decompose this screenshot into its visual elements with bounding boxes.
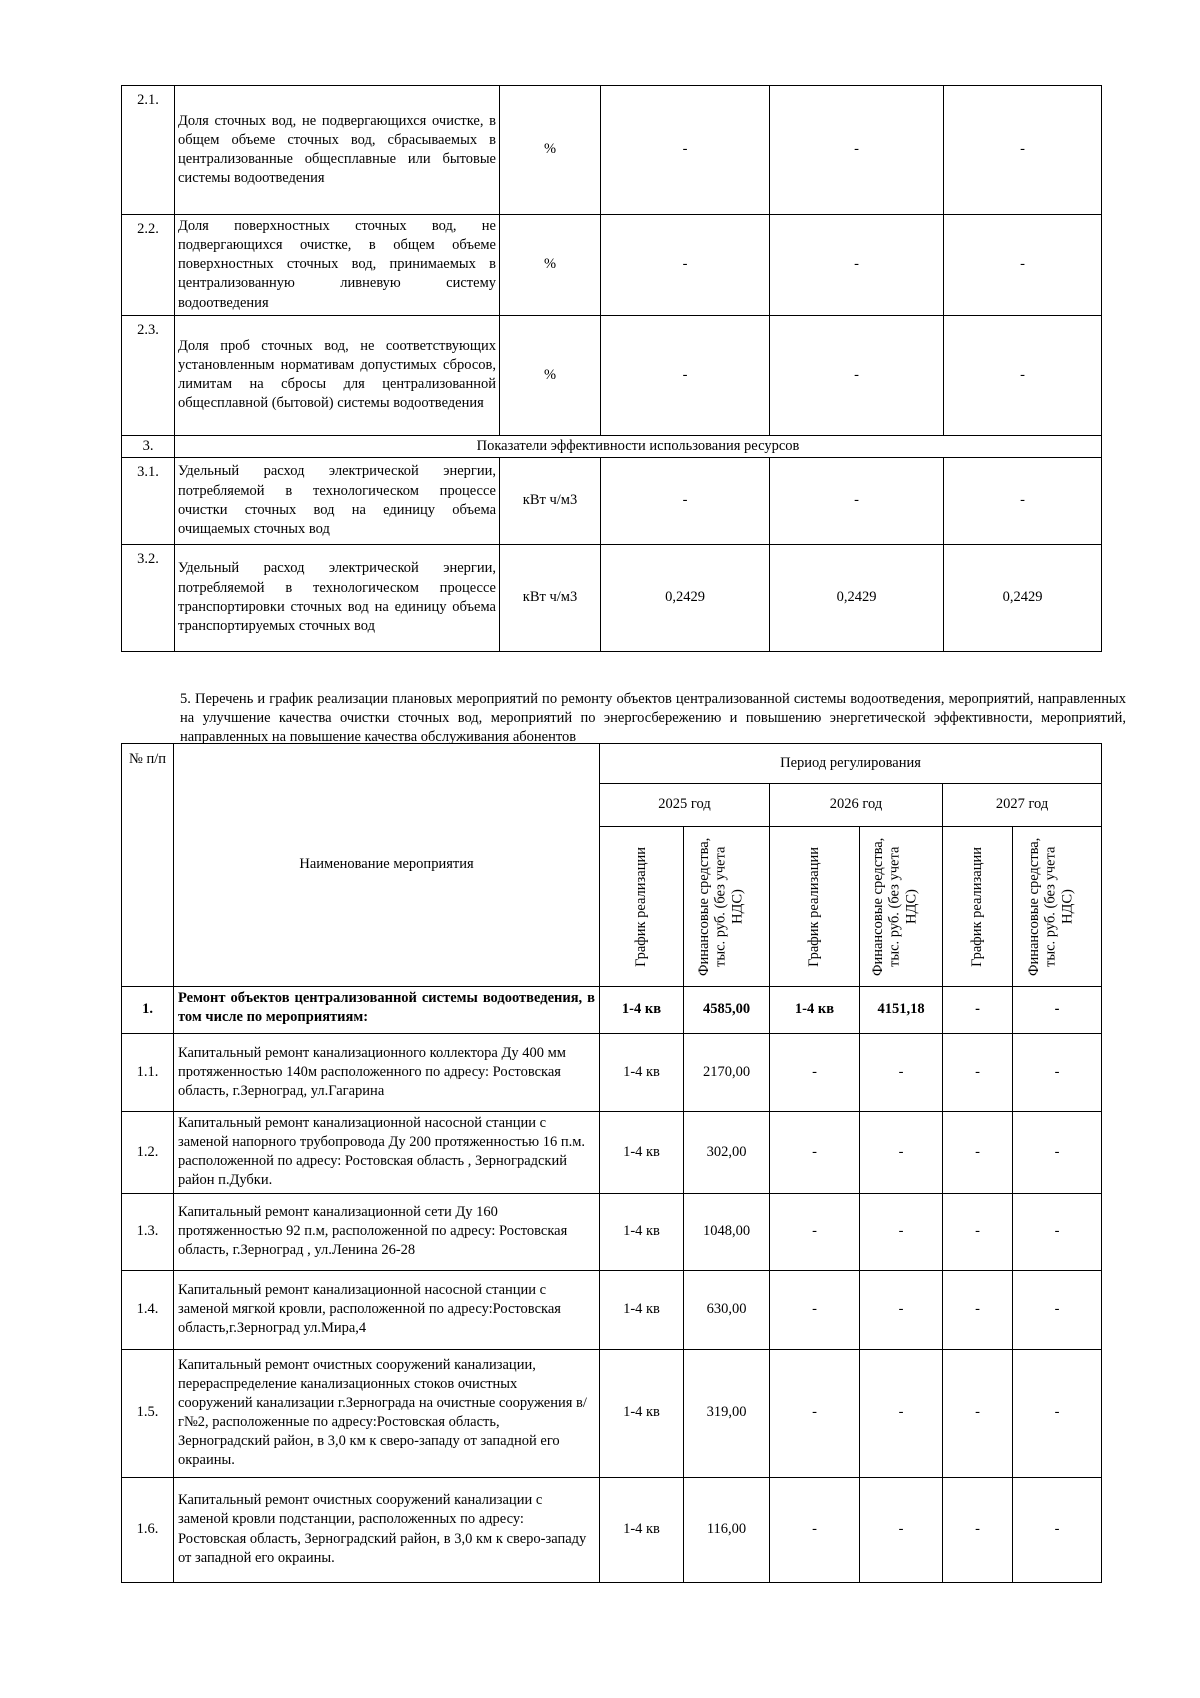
year-2027-header: 2027 год — [943, 784, 1102, 827]
num-header: № п/п — [122, 744, 174, 987]
table-row — [122, 457, 1102, 544]
row-number: 2.2. — [122, 215, 175, 316]
value-2026: 0,2429 — [770, 544, 944, 651]
finance-header: Финансовые средства, тыс. руб. (без учета НДС) — [870, 837, 920, 976]
finance-2025: 302,00 — [684, 1112, 770, 1194]
finance-header: Финансовые средства, тыс. руб. (без учета НДС) — [695, 837, 745, 976]
table-row — [122, 1477, 1102, 1582]
activity-name: Капитальный ремонт канализационной сети Ду 160 протяженностью 92 п.м, расположенной по адресу: Ростовская область, г.Зерноград , ул.Ленина 26-28 — [174, 1193, 600, 1270]
value-2027: - — [944, 315, 1102, 435]
indicator-name: Доля проб сточных вод, не соответствующих установленным нормативам допустимых сбросов, лимитам на сбросы для централизованной общесплавной (бытовой) системы водоотведения — [175, 315, 500, 435]
schedule-2026: - — [770, 1477, 860, 1582]
finance-2025: 116,00 — [684, 1477, 770, 1582]
value-2027: 0,2429 — [944, 544, 1102, 651]
table-row — [122, 1112, 1102, 1194]
table-row — [122, 1193, 1102, 1270]
schedule-2027: - — [943, 987, 1013, 1034]
table-row — [122, 1349, 1102, 1477]
section-number: 3. — [122, 435, 175, 457]
finance-2027: - — [1013, 1112, 1102, 1194]
schedule-2027: - — [943, 1477, 1013, 1582]
value-2027: - — [944, 457, 1102, 544]
value-2025: - — [601, 315, 770, 435]
finance-2025: 4585,00 — [684, 987, 770, 1034]
unit: % — [500, 215, 601, 316]
value-2027: - — [944, 86, 1102, 215]
table-row — [122, 1034, 1102, 1112]
indicator-name: Удельный расход электрической энергии, потребляемой в технологическом процессе очистки сточных вод на единицу объема очищаемых сточных вод — [175, 457, 500, 544]
schedule-2026: - — [770, 1193, 860, 1270]
finance-2026: - — [860, 1193, 943, 1270]
row-number: 3.1. — [122, 457, 175, 544]
finance-2026: - — [860, 1034, 943, 1112]
finance-2027: - — [1013, 1349, 1102, 1477]
value-2026: - — [770, 86, 944, 215]
table-row — [122, 315, 1102, 435]
finance-2025: 2170,00 — [684, 1034, 770, 1112]
finance-2025: 630,00 — [684, 1270, 770, 1349]
row-number: 1.2. — [122, 1112, 174, 1194]
finance-2027: - — [1013, 1034, 1102, 1112]
finance-2026: - — [860, 1349, 943, 1477]
indicator-name: Доля поверхностных сточных вод, не подвергающихся очистке, в общем объеме поверхностных сточных вод, принимаемых в централизованную ливневую систему водоотведения — [175, 215, 500, 316]
schedule-2025: 1-4 кв — [600, 1193, 684, 1270]
row-number: 1.5. — [122, 1349, 174, 1477]
period-header: Период регулирования — [600, 744, 1102, 784]
schedule-2025: 1-4 кв — [600, 1112, 684, 1194]
finance-2026: - — [860, 1112, 943, 1194]
schedule-2026: - — [770, 1034, 860, 1112]
schedule-header: График реализации — [633, 846, 650, 967]
unit: % — [500, 315, 601, 435]
row-number: 1.1. — [122, 1034, 174, 1112]
row-number: 1. — [122, 987, 174, 1034]
value-2025: 0,2429 — [601, 544, 770, 651]
finance-2026: - — [860, 1477, 943, 1582]
section-title: Показатели эффективности использования ресурсов — [175, 435, 1102, 457]
finance-2027: - — [1013, 1477, 1102, 1582]
table-row — [122, 1270, 1102, 1349]
value-2025: - — [601, 86, 770, 215]
name-header: Наименование мероприятия — [174, 744, 600, 987]
schedule-2025: 1-4 кв — [600, 1034, 684, 1112]
finance-2027: - — [1013, 1270, 1102, 1349]
row-number: 2.3. — [122, 315, 175, 435]
year-2025-header: 2025 год — [600, 784, 770, 827]
schedule-2027: - — [943, 1034, 1013, 1112]
schedule-2026: - — [770, 1349, 860, 1477]
activity-name: Капитальный ремонт канализационной насосной станции с заменой напорного трубопровода Ду 200 протяженностью 16 п.м. расположенной по адресу: Ростовская область , Зерноградский район п.Дубки. — [174, 1112, 600, 1194]
group-row — [122, 987, 1102, 1034]
activity-name: Капитальный ремонт канализационной насосной станции с заменой мягкой кровли, расположенной по адресу:Ростовская область,г.Зерноград ул.Мира,4 — [174, 1270, 600, 1349]
finance-2027: - — [1013, 1193, 1102, 1270]
row-number: 1.3. — [122, 1193, 174, 1270]
year-2026-header: 2026 год — [770, 784, 943, 827]
indicator-name: Удельный расход электрической энергии, потребляемой в технологическом процессе транспортировки сточных вод на единицу объема транспортируемых сточных вод — [175, 544, 500, 651]
header-row — [122, 744, 1102, 784]
schedule-2026: - — [770, 1270, 860, 1349]
activity-name: Капитальный ремонт очистных сооружений канализации, перераспределение канализационных стоков очистных сооружений канализации г.Зернограда на очистные сооружения в/г№2, расположенные по адресу:Ростовская область, Зерноградский район, в 3,0 км к сверо-западу от западной его окраины. — [174, 1349, 600, 1477]
value-2026: - — [770, 457, 944, 544]
row-number: 3.2. — [122, 544, 175, 651]
row-number: 2.1. — [122, 86, 175, 215]
table-row — [122, 86, 1102, 215]
activities-table — [121, 743, 1102, 1583]
value-2027: - — [944, 215, 1102, 316]
section-row — [122, 435, 1102, 457]
schedule-2025: 1-4 кв — [600, 987, 684, 1034]
row-number: 1.4. — [122, 1270, 174, 1349]
schedule-2026: - — [770, 1112, 860, 1194]
finance-header: Финансовые средства, тыс. руб. (без учета НДС) — [1026, 837, 1076, 976]
finance-2026: 4151,18 — [860, 987, 943, 1034]
schedule-2026: 1-4 кв — [770, 987, 860, 1034]
value-2025: - — [601, 215, 770, 316]
finance-2025: 319,00 — [684, 1349, 770, 1477]
schedule-2025: 1-4 кв — [600, 1477, 684, 1582]
unit: кВт ч/м3 — [500, 544, 601, 651]
schedule-header: График реализации — [806, 846, 823, 967]
schedule-header: График реализации — [969, 846, 986, 967]
finance-2026: - — [860, 1270, 943, 1349]
schedule-2027: - — [943, 1193, 1013, 1270]
activity-name: Ремонт объектов централизованной системы водоотведения, в том числе по мероприятиям: — [174, 987, 600, 1034]
schedule-2027: - — [943, 1112, 1013, 1194]
schedule-2027: - — [943, 1270, 1013, 1349]
unit: % — [500, 86, 601, 215]
schedule-2025: 1-4 кв — [600, 1270, 684, 1349]
table-row — [122, 215, 1102, 316]
activity-name: Капитальный ремонт очистных сооружений канализации с заменой кровли подстанции, расположенных по адресу: Ростовская область, Зерноградский район, в 3,0 км к сверо-западу от западной его окраины. — [174, 1477, 600, 1582]
finance-2027: - — [1013, 987, 1102, 1034]
section-5-title: 5. Перечень и график реализации плановых мероприятий по ремонту объектов централизованной системы водоотведения, мероприятий, направленных на улучшение качества очистки сточных вод, мероприятий по энергосбережению и повышению энергетической эффективности, мероприятий, направленных на повышение качества обслуживания абонентов — [180, 691, 1126, 746]
table-row — [122, 544, 1102, 651]
value-2026: - — [770, 215, 944, 316]
indicator-name: Доля сточных вод, не подвергающихся очистке, в общем объеме сточных вод, сбрасываемых в централизованные общесплавные или бытовые системы водоотведения — [175, 86, 500, 215]
indicators-table — [121, 85, 1102, 652]
finance-2025: 1048,00 — [684, 1193, 770, 1270]
schedule-2025: 1-4 кв — [600, 1349, 684, 1477]
row-number: 1.6. — [122, 1477, 174, 1582]
activity-name: Капитальный ремонт канализационного коллектора Ду 400 мм протяженностью 140м расположенного по адресу: Ростовская область, г.Зерноград, ул.Гагарина — [174, 1034, 600, 1112]
value-2026: - — [770, 315, 944, 435]
value-2025: - — [601, 457, 770, 544]
schedule-2027: - — [943, 1349, 1013, 1477]
unit: кВт ч/м3 — [500, 457, 601, 544]
